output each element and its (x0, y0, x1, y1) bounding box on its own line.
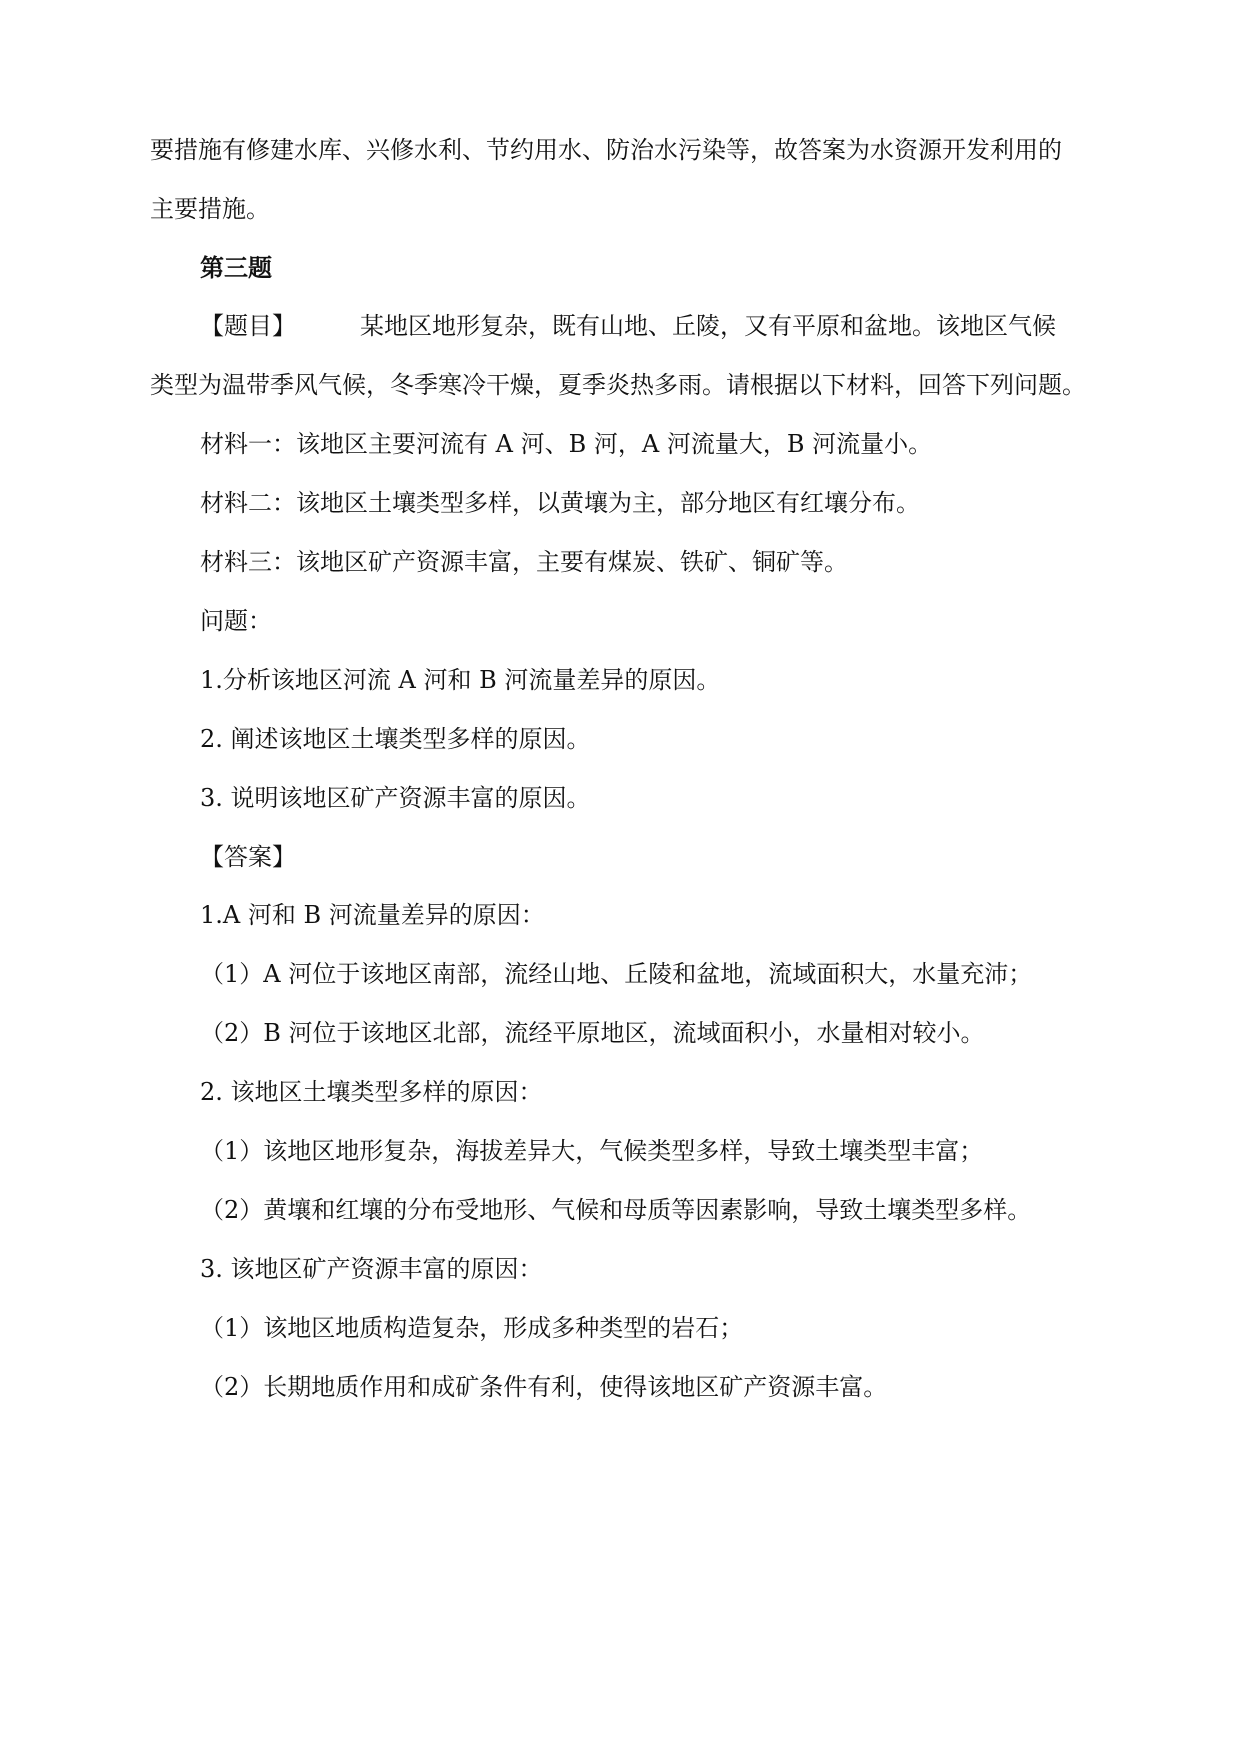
intro-line-2: 主要措施。 (150, 195, 270, 223)
answer-2-point-2: （2）黄壤和红壤的分布受地形、气候和母质等因素影响，导致土壤类型多样。 (200, 1196, 1032, 1224)
section-title: 第三题 (200, 253, 272, 282)
material-3: 材料三：该地区矿产资源丰富，主要有煤炭、铁矿、铜矿等。 (200, 548, 848, 576)
answer-2-point-1: （1）该地区地形复杂，海拔差异大，气候类型多样，导致土壤类型丰富； (200, 1137, 984, 1165)
answer-label: 【答案】 (200, 843, 296, 871)
material-1: 材料一：该地区主要河流有 A 河、B 河，A 河流量大，B 河流量小。 (200, 430, 933, 458)
questions-label: 问题： (200, 607, 272, 635)
answer-1-point-1: （1）A 河位于该地区南部，流经山地、丘陵和盆地，流域面积大，水量充沛； (200, 960, 1033, 988)
answer-3-title: 3. 该地区矿产资源丰富的原因： (200, 1255, 543, 1283)
answer-2-title: 2. 该地区土壤类型多样的原因： (200, 1078, 543, 1106)
question-1: 1.分析该地区河流 A 河和 B 河流量差异的原因。 (200, 666, 721, 694)
answer-1-point-2: （2）B 河位于该地区北部，流经平原地区，流域面积小，水量相对较小。 (200, 1019, 985, 1047)
question-2: 2. 阐述该地区土壤类型多样的原因。 (200, 725, 591, 753)
question-paragraph-line-1 (200, 310, 1056, 342)
question-paragraph-line-2: 类型为温带季风气候，冬季寒冷干燥，夏季炎热多雨。请根据以下材料，回答下列问题。 (150, 371, 1086, 399)
question-label: 【题目】 (200, 312, 296, 340)
material-2: 材料二：该地区土壤类型多样，以黄壤为主，部分地区有红壤分布。 (200, 489, 920, 517)
intro-line-1: 要措施有修建水库、兴修水利、节约用水、防治水污染等，故答案为水资源开发利用的 (150, 136, 1062, 164)
answer-1-title: 1.A 河和 B 河流量差异的原因： (200, 901, 545, 929)
question-text: 某地区地形复杂，既有山地、丘陵，又有平原和盆地。该地区气候 (360, 312, 1056, 340)
answer-3-point-2: （2）长期地质作用和成矿条件有利，使得该地区矿产资源丰富。 (200, 1373, 888, 1401)
question-3: 3. 说明该地区矿产资源丰富的原因。 (200, 784, 591, 812)
answer-3-point-1: （1）该地区地质构造复杂，形成多种类型的岩石； (200, 1314, 744, 1342)
